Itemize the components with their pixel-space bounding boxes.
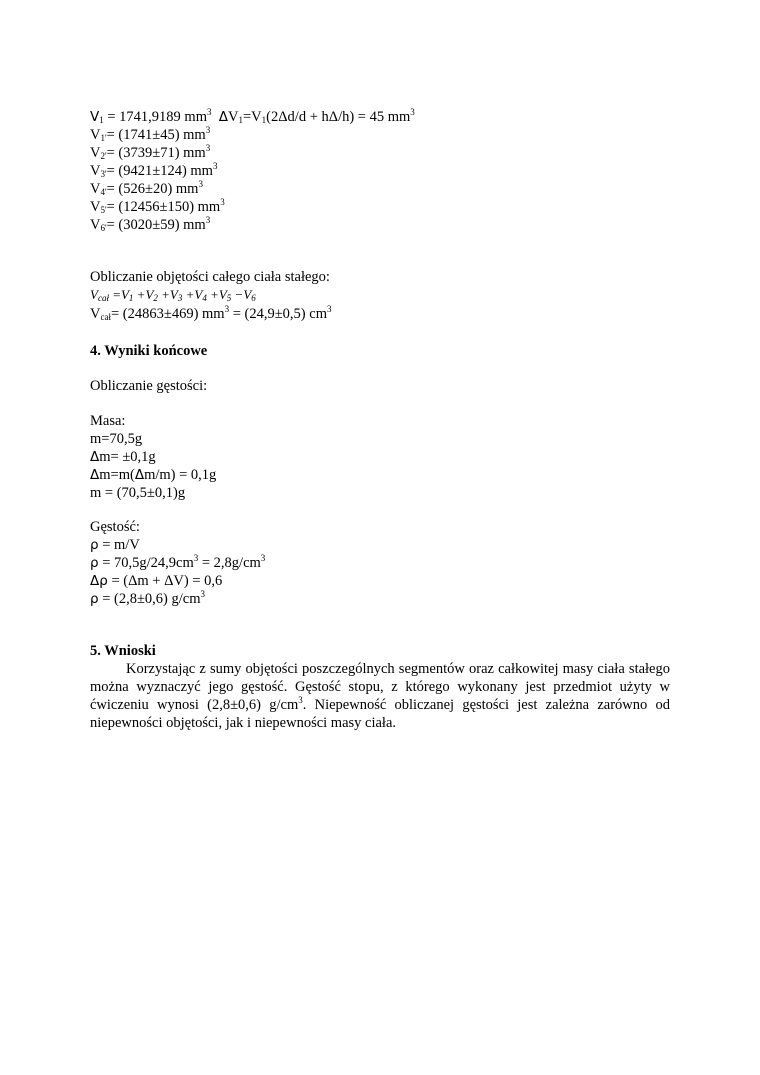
mass-result: m = (70,5±0,1)g — [90, 485, 186, 501]
drho-calc: Δρ = (Δm + ΔV) = 0,6 — [90, 573, 223, 589]
mass-value: m=70,5g — [90, 431, 143, 447]
v6-result: $V_{6'}= (3020\pm 59)$ $mm^3$ — [90, 215, 211, 233]
rho-formula: ρ = m/V — [90, 537, 140, 553]
conclusions-paragraph: Korzystając z sumy objętości poszczególnych segmentów oraz całkowitej masy ciała stałego można wyznaczyć jego gęstość. Gęstość stopu, z którego wykonany jest przedmiot użyty w ćwiczeniu wynosi (2,8±0,6) $g/cm^3$. Niepewność obliczanej gęstości jest zależna zarówno od niepewności objętości, jak i niepewności masy ciała. — [90, 661, 670, 731]
mass-uncertainty-calc: Δm=m(Δm/m) = 0,1g — [90, 467, 217, 483]
v1-result: $V_{1'}= (1741\pm 45)$ $mm^3$ — [90, 125, 211, 143]
density-label: Gęstość: — [90, 519, 140, 535]
v4-result: $V_{4'}= (526\pm 20)$ $mm^3$ — [90, 179, 203, 197]
rho-result: ρ = (2,8±0,6) $g/cm^3$ — [90, 589, 205, 607]
v3-result: $V_{3'}= (9421\pm 124)$ $mm^3$ — [90, 161, 218, 179]
rho-calc: $\rho = 70,5g/24,9cm^3 = 2,8g/cm^3$ — [90, 553, 266, 571]
v5-result: $V_{5'}= (12456\pm 150)$ $mm^3$ — [90, 197, 225, 215]
total-formula: $V_{cał} =V_1 +V_2 +V_3 +V_4 +V_5 -V_6$ — [90, 287, 256, 303]
density-intro: Obliczanie gęstości: — [90, 378, 208, 394]
section-heading-conclusions: 5. Wnioski — [90, 643, 156, 659]
mass-label: Masa: — [90, 413, 126, 429]
v1-line: $V_1 = 1741,9189$ $mm^3$ $\Delta V_1=V_1(2\Delta d/d + h\Delta/h) = 45$ $mm^3$ — [90, 107, 415, 125]
total-result: $V_{cał}= (24863\pm 469) mm^3 = (24,9\pm 0,5)$ $cm^3$ — [90, 304, 332, 322]
v2-result: $V_{2'}= (3739\pm 71)$ $mm^3$ — [90, 143, 211, 161]
section-heading-results: 4. Wyniki końcowe — [90, 343, 208, 359]
mass-uncertainty: Δm= ±0,1g — [90, 449, 156, 465]
total-heading: Obliczanie objętości całego ciała stałego: — [90, 269, 330, 285]
